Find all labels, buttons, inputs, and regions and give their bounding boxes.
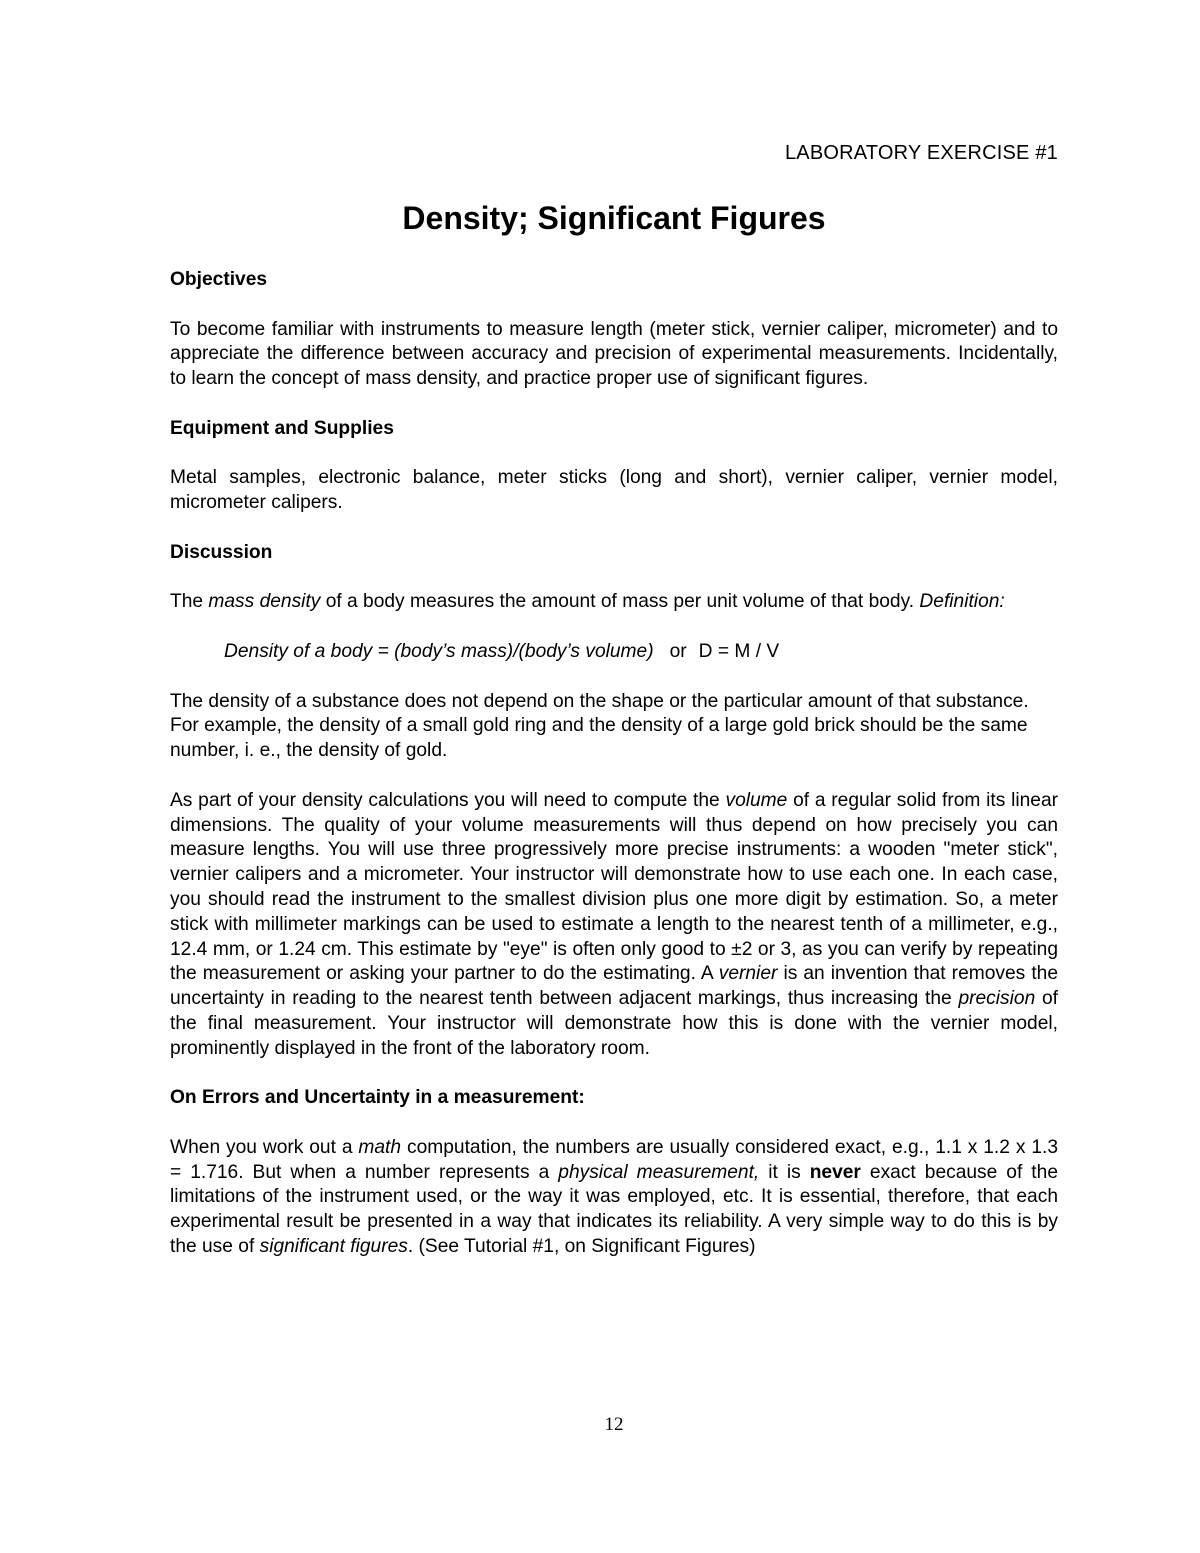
text-run: of a regular solid from its linear dimensions. The quality of your volume measurements will thus depend on how precisely you can measure lengths. You will use three progressively more precise instruments: a wooden "meter stick", vernier calipers and a micrometer. Your instructor will demonstrate how to use each one. In each case, you should read the instrument to the smallest division plus one more digit by estimation. So, a meter stick with millimeter markings can be used to estimate a length to the nearest tenth of a millimeter, e.g., 12.4 mm, or 1.24 cm. This estimate by "eye" is often only good to ±2 or 3, as you can verify by repeating the measurement or asking your partner to do the estimating. A	[170, 789, 1059, 985]
document-body	[170, 268, 1058, 1285]
significant-figures-term: significant figures	[259, 1236, 408, 1258]
lab-exercise-label: LABORATORY EXERCISE #1	[784, 142, 1058, 164]
discussion-heading: Discussion	[170, 541, 273, 563]
text-run: When you work out a	[170, 1136, 359, 1158]
text-run: As part of your density calculations you will need to compute the	[170, 789, 726, 811]
mass-density-term: mass density	[208, 591, 321, 613]
text-run: The	[170, 591, 209, 613]
text-run: is an invention that removes the uncertainty in reading to the nearest tenth between adjacent markings, thus increasing the	[170, 963, 1058, 1010]
text-run: it is	[759, 1161, 810, 1183]
volume-term: volume	[725, 789, 788, 811]
vernier-term: vernier	[718, 963, 778, 985]
text-run: . (See Tutorial #1, on Significant Figures)	[407, 1236, 756, 1258]
formula-equation: D = M / V	[698, 640, 780, 662]
text-run: of a body measures the amount of mass per unit volume of that body.	[320, 591, 920, 613]
never-term: never	[809, 1161, 861, 1183]
formula-definition: Density of a body = (body’s mass)/(body’s volume)	[224, 640, 654, 662]
objectives-paragraph: To become familiar with instruments to measure length (meter stick, vernier caliper, micrometer) and to appreciate the difference between accuracy and precision of experimental measurements. Incidentally, to learn the concept of mass density, and practice proper use of significant figures.	[170, 318, 1058, 390]
document-title: Density; Significant Figures	[402, 200, 826, 236]
formula-or: or	[669, 640, 687, 662]
equipment-paragraph: Metal samples, electronic balance, meter sticks (long and short), vernier caliper, vernier model, micrometer calipers.	[170, 467, 1058, 514]
physical-measurement-term: physical measurement,	[558, 1161, 760, 1183]
math-term: math	[358, 1136, 402, 1158]
document-page	[170, 0, 1058, 1553]
equipment-heading: Equipment and Supplies	[170, 417, 394, 439]
text-run: computation, the numbers are usually considered exact, e.g., 1.1 x 1.2 x 1.3 = 1.716. But when a number represents a	[170, 1136, 1058, 1183]
objectives-heading: Objectives	[170, 269, 268, 290]
precision-term: precision	[958, 988, 1036, 1010]
discussion-paragraph-1	[170, 590, 1058, 615]
text-run: of the final measurement. Your instructor will demonstrate how this is done with the vernier model, prominently displayed in the front of the laboratory room.	[170, 988, 1058, 1059]
errors-paragraph	[170, 1136, 1058, 1260]
text-run: exact because of the limitations of the instrument used, or the way it was employed, etc. It is essential, therefore, that each experimental result be presented in a way that indicates its reliability. A very simple way to do this is by the use of	[170, 1161, 1058, 1258]
density-formula	[224, 640, 1058, 665]
page-number: 12	[604, 1414, 624, 1435]
discussion-paragraph-3	[170, 789, 1058, 1062]
discussion-paragraph-2: The density of a substance does not depend on the shape or the particular amount of that substance. For example, the density of a small gold ring and the density of a large gold brick should be the same number, i. e., the density of gold.	[170, 690, 1029, 762]
definition-label: Definition:	[919, 591, 1005, 613]
errors-heading: On Errors and Uncertainty in a measurement:	[170, 1087, 585, 1109]
